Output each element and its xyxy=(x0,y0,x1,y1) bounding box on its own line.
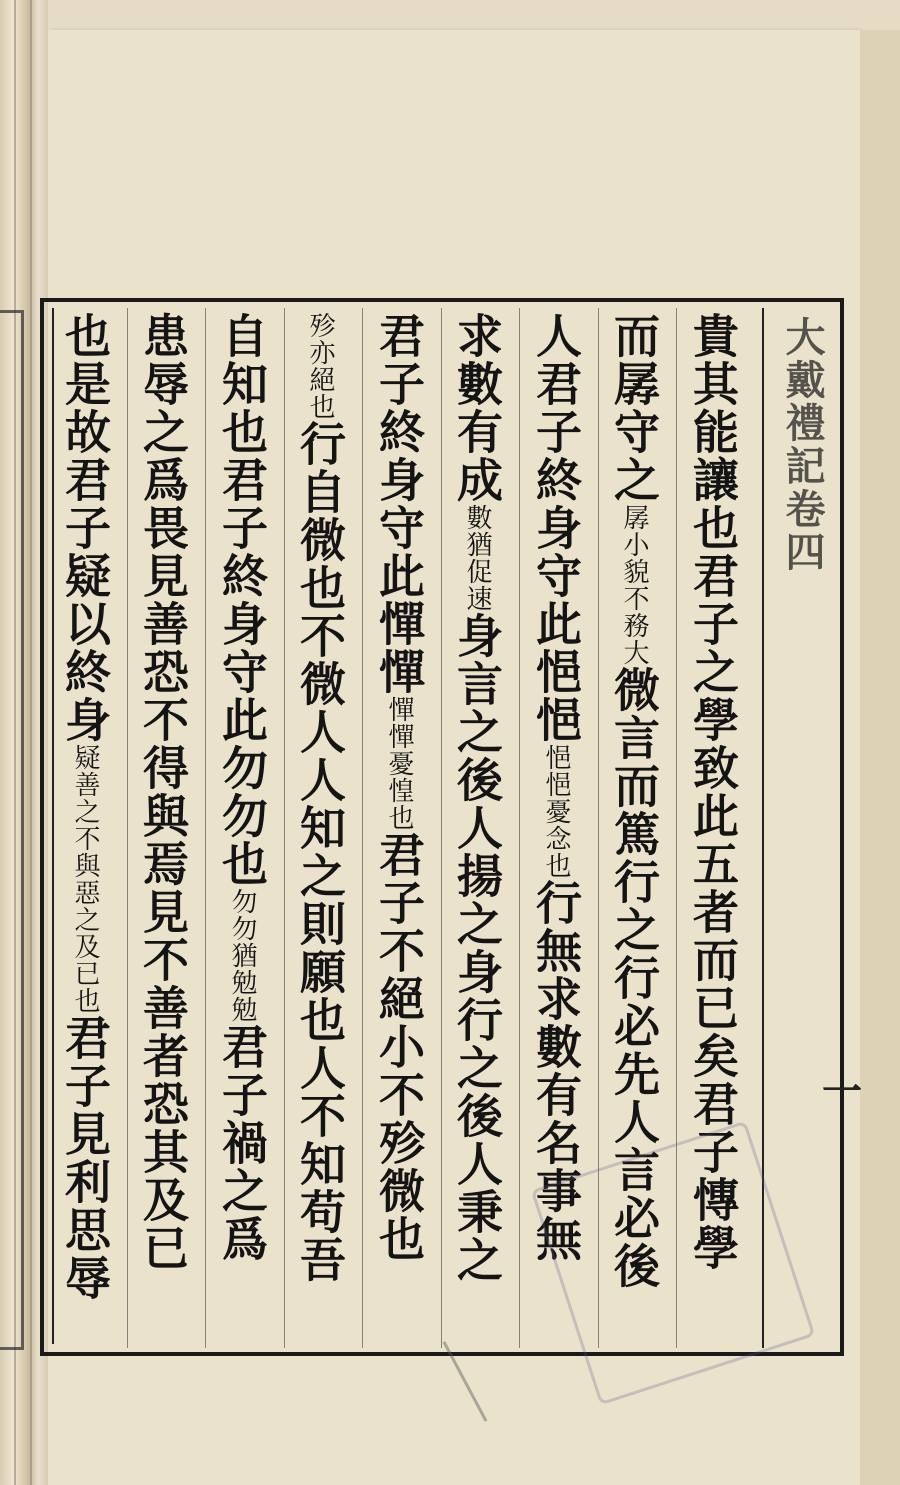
text-column xyxy=(368,312,430,1342)
column-rule xyxy=(519,308,520,1348)
main-text: 貴其能讓也君子之學致此五者而已矣君子慱學 xyxy=(686,312,740,1272)
text-column xyxy=(54,312,116,1342)
gloss-right-line: 殄亦 xyxy=(305,312,335,366)
leaf-right-margin xyxy=(860,30,900,1485)
commentary-gloss xyxy=(54,744,116,1014)
main-text: 君子終身守此憚憚 xyxy=(372,312,426,696)
text-column xyxy=(289,312,351,1342)
commentary-gloss xyxy=(368,696,430,831)
main-text: 人君子終身守此悒悒 xyxy=(529,312,583,744)
gloss-right-line: 憚憚憂 xyxy=(384,696,414,777)
commentary-gloss xyxy=(446,504,508,612)
main-text: 君子不絕小不殄微也 xyxy=(372,831,426,1263)
main-text: 微言而篤行之行必先人言必後 xyxy=(607,666,661,1290)
text-column xyxy=(446,312,508,1342)
column-rule xyxy=(362,308,363,1348)
commentary-gloss xyxy=(211,888,273,1023)
gloss-left-line: 不務大 xyxy=(619,585,649,666)
banxin-volume: 卷四 xyxy=(779,488,826,574)
column-rule xyxy=(441,308,442,1348)
main-text: 君子禍之爲 xyxy=(215,1023,269,1263)
gloss-left-line: 促速 xyxy=(462,558,492,612)
gloss-left-line: 念也 xyxy=(541,825,571,879)
gloss-right-line: 數猶 xyxy=(462,504,492,558)
commentary-gloss xyxy=(525,744,587,879)
commentary-gloss xyxy=(289,312,351,420)
main-text: 身言之後人揚之身行之後人秉之 xyxy=(450,612,504,1284)
main-text: 行自微也不微人人知之則願也人不知苟吾 xyxy=(293,420,347,1284)
gloss-right-line: 勿勿猶 xyxy=(227,888,257,969)
main-text: 患辱之爲畏見善恐不得與焉見不善者恐其及已 xyxy=(136,312,190,1272)
previous-page-frame-border xyxy=(0,310,24,1350)
main-text: 君子見利思辱 xyxy=(58,1014,112,1302)
main-text: 自知也君子終身守此勿勿也 xyxy=(215,312,269,888)
main-text: 行無求數有名事無 xyxy=(529,879,583,1263)
folio-number: 一 xyxy=(822,1068,862,1115)
banxin-title xyxy=(774,316,830,1336)
column-rule xyxy=(284,308,285,1348)
gloss-left-line: 絕也 xyxy=(305,366,335,420)
banxin-book-title: 大戴禮記 xyxy=(779,316,826,488)
main-text: 也是故君子疑以終身 xyxy=(58,312,112,744)
main-text: 求數有成 xyxy=(450,312,504,504)
gloss-right-line: 疑善之不與 xyxy=(70,744,100,879)
text-column xyxy=(132,312,194,1342)
gloss-left-line: 勉勉 xyxy=(227,969,257,1023)
main-text: 而孱守之 xyxy=(607,312,661,504)
gloss-left-line: 惡之及已也 xyxy=(70,879,100,1014)
gloss-right-line: 悒悒憂 xyxy=(541,744,571,825)
commentary-gloss xyxy=(603,504,665,666)
column-rule xyxy=(205,308,206,1348)
text-column xyxy=(211,312,273,1342)
gloss-left-line: 惶也 xyxy=(384,777,414,831)
column-rule xyxy=(127,308,128,1348)
gutter-fold-line xyxy=(30,0,32,1485)
gloss-right-line: 孱小貌 xyxy=(619,504,649,585)
